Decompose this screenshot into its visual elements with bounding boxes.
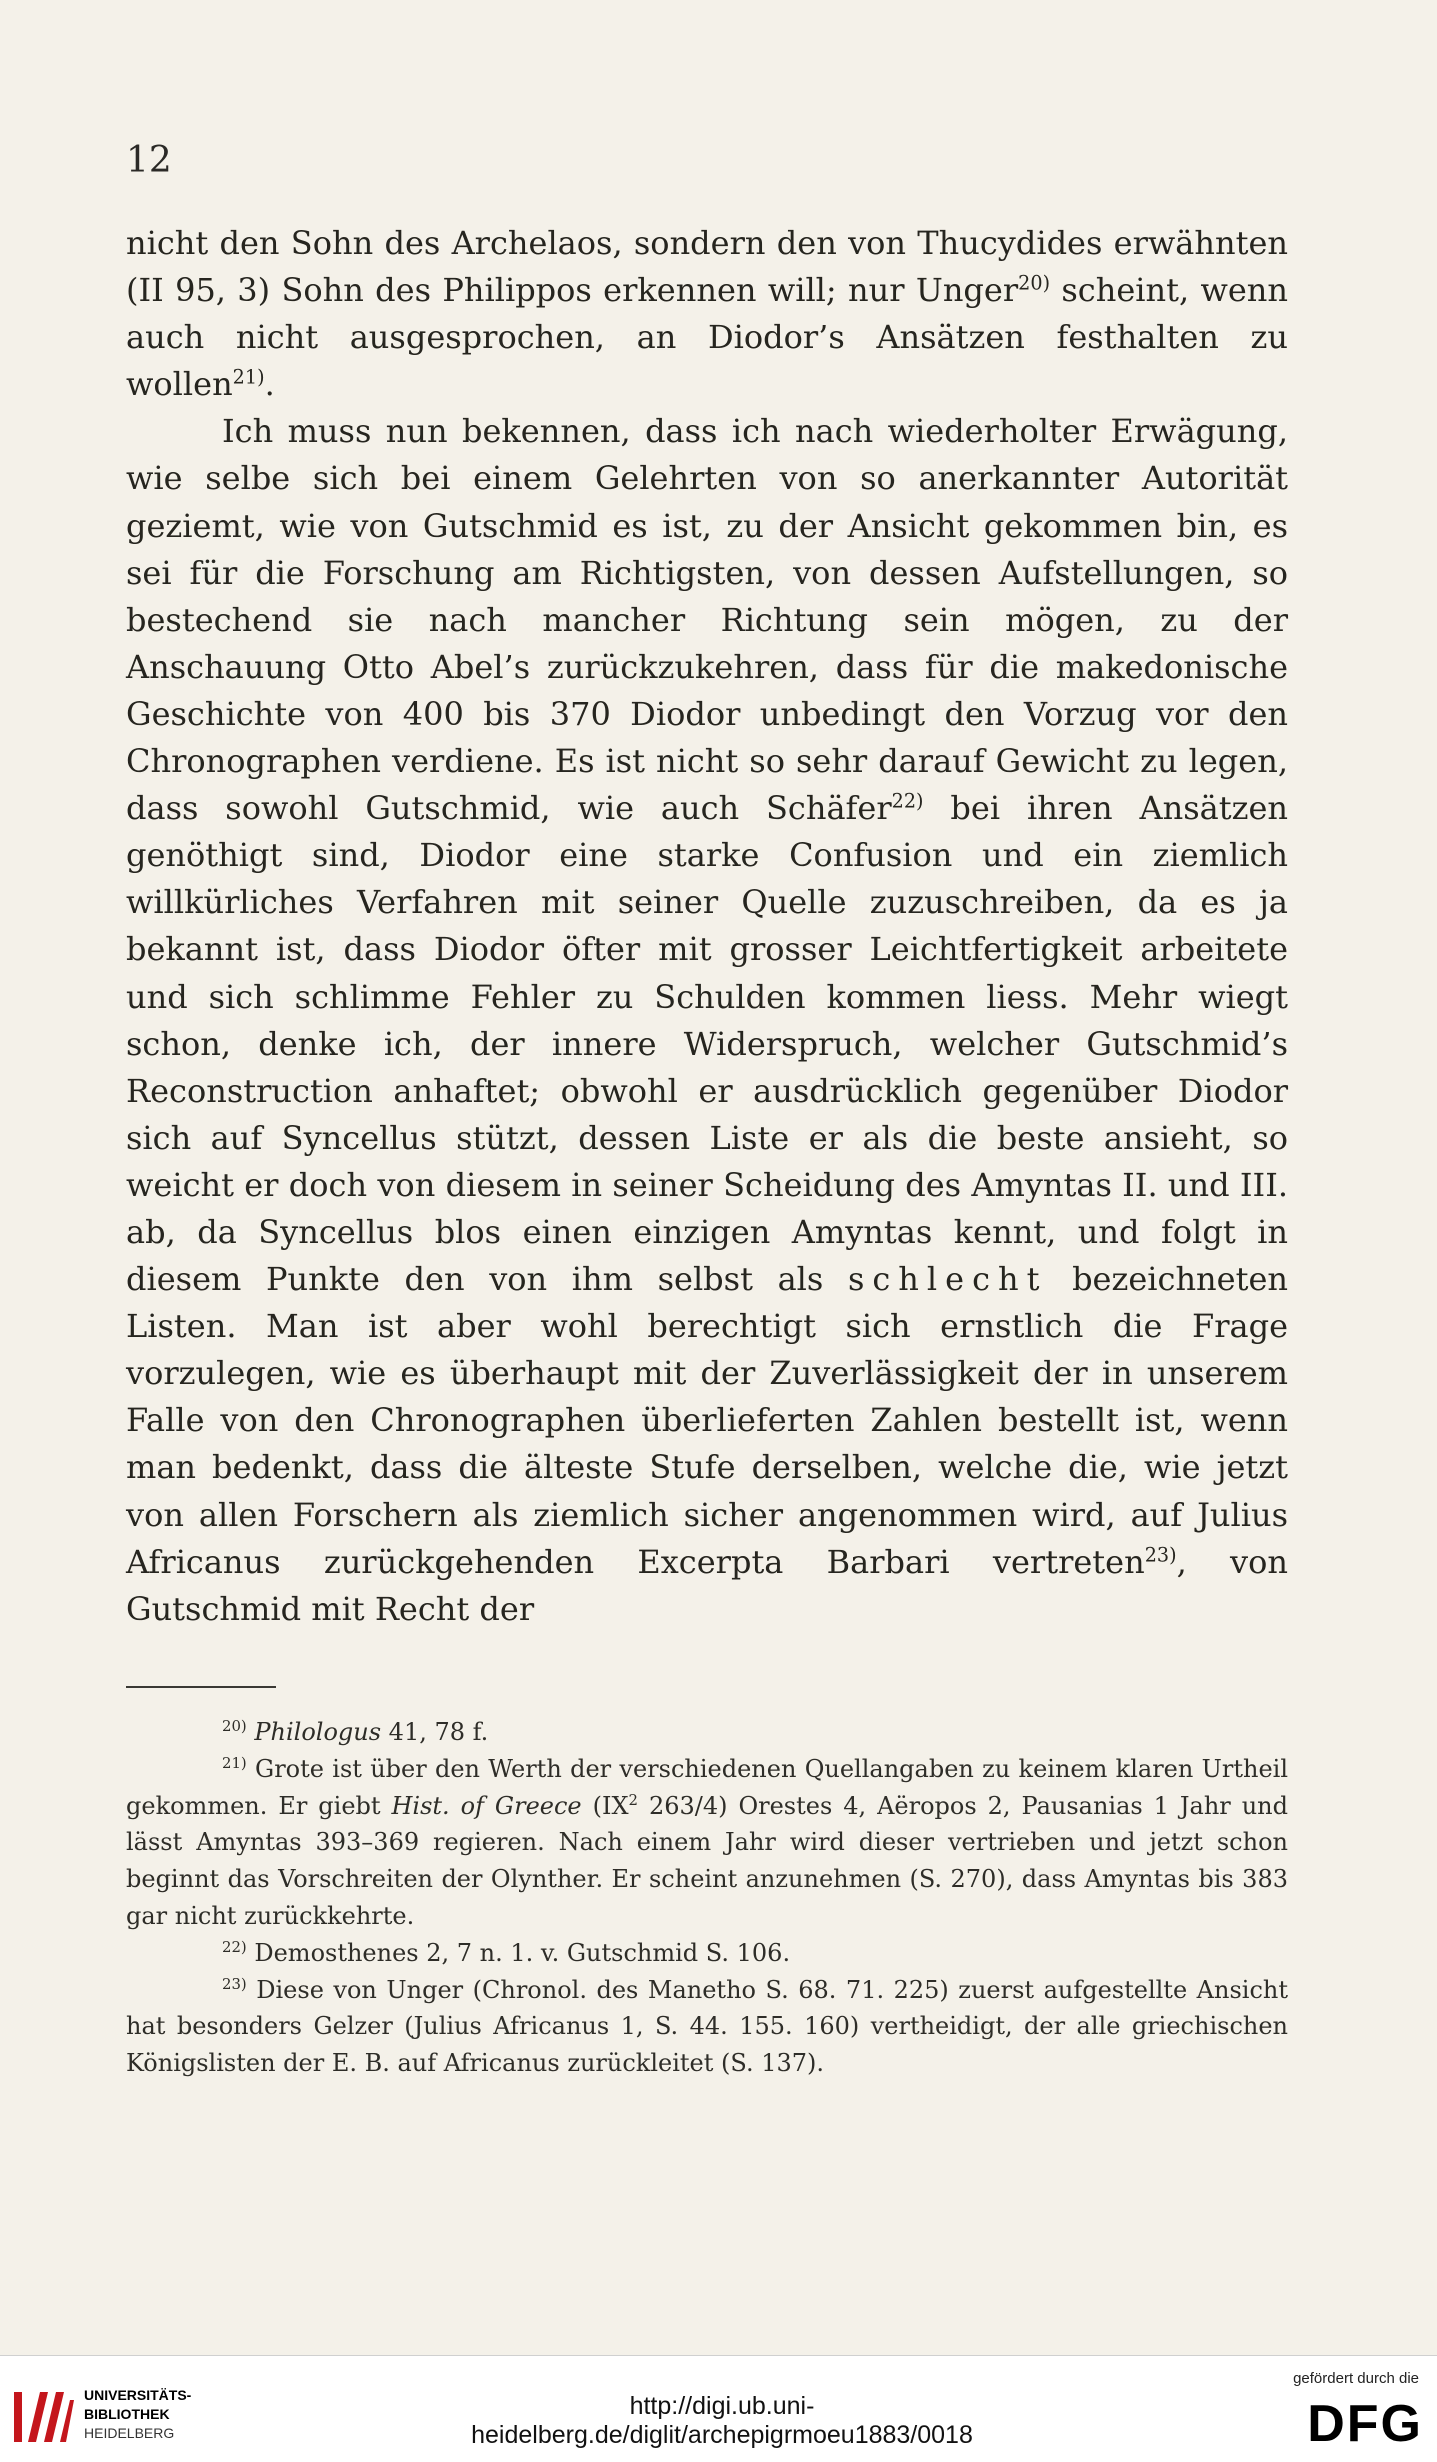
italic-title: Hist. of Greece xyxy=(391,1791,582,1820)
text-run: bei ihren Ansätzen genöthigt sind, Diodor eine starke Confusion und ein ziemlich willkürliches Verfahren mit seiner Quelle zuzuschreiben, da es ja bekannt ist, dass Diodor öfter mit grosser Leichtfertigkeit arbeitete und sich schlimme Fehler zu Schulden kommen liess. Mehr wiegt schon, denke ich, der innere Widerspruch, welcher Gutschmid’s Reconstruction anhaftet; obwohl er ausdrücklich gegenüber Diodor sich auf Syncellus stützt, dessen Liste er als die beste ansieht, so weicht er doch von diesem in seiner Scheidung des Amyntas II. und III. ab, da Syncellus blos einen einzigen Amyntas kennt, und folgt in diesem Punkte den von ihm selbst als xyxy=(126,789,1289,1299)
footnote-mark: 20) xyxy=(222,1717,247,1735)
footnote-text: Demosthenes 2, 7 n. 1. v. Gutschmid S. 106. xyxy=(246,1938,791,1967)
library-name-line: UNIVERSITÄTS- xyxy=(84,2387,192,2403)
permalink-url[interactable]: http://digi.ub.uni-heidelberg.de/diglit/archepigrmoeu1883/0018 xyxy=(471,2392,973,2449)
page-number: 12 xyxy=(126,140,172,181)
text-run: nicht den Sohn des Archelaos, sondern den von Thucydides erwähnten (II 95, 3) Sohn des Philippos erkennen will; nur Unger xyxy=(126,224,1288,310)
dfg-logo[interactable]: DFG xyxy=(1307,2395,1423,2453)
paragraph xyxy=(126,408,1288,1632)
text-run: Ich muss nun bekennen, dass ich nach wiederholter Erwägung, wie selbe sich bei einem Gelehrten von so anerkannter Autorität geziemt, wie von Gutschmid es ist, zu der Ansicht gekommen bin, es sei für die Forschung am Richtigsten, von dessen Aufstellungen, so bestechend sie nach mancher Richtung sein mögen, zu der Anschauung Otto Abel’s zurückzukehren, dass für die makedonische Geschichte von 400 bis 370 Diodor unbedingt den Vorzug vor den Chronographen verdiene. Es ist nicht so sehr darauf Gewicht zu legen, dass sowohl Gutschmid, wie auch Schäfer xyxy=(126,412,1288,828)
footnote-20 xyxy=(126,1714,1288,1751)
footnote-text: Diese von Unger (Chronol. des Manetho S. 68. 71. 225) zuerst aufgestellte Ansicht hat besonders Gelzer (Julius Africanus 1, S. 44. 155. 160) vertheidigt, der alle griechischen Königslisten der E. B. auf Africanus zurückleitet (S. 137). xyxy=(126,1975,1288,2078)
italic-title: Philologus xyxy=(254,1718,382,1746)
viewer-footer xyxy=(0,2355,1437,2462)
logo-slash xyxy=(44,2392,64,2442)
logo-bar xyxy=(14,2392,22,2442)
body-text xyxy=(126,220,1288,1633)
text-run: , von Gutschmid mit Recht der xyxy=(126,1542,1288,1628)
text-run: scheint, wenn auch nicht ausgesprochen, an Diodor’s Ansätzen festhalten zu wollen xyxy=(126,271,1289,404)
footnote-23 xyxy=(126,1972,1288,2082)
university-library-logo-icon[interactable] xyxy=(10,2384,76,2450)
footnote-text: (IX xyxy=(581,1791,629,1820)
funding-label: gefördert durch die xyxy=(1293,2370,1419,2387)
footnotes xyxy=(126,1714,1288,2082)
footnote-mark: 22) xyxy=(222,1937,247,1956)
footnote-text: 41, 78 f. xyxy=(381,1718,489,1746)
superscript: 2 xyxy=(628,1790,638,1809)
footnote-text: Grote ist über den Werth der verschiedenen Quellangaben zu keinem klaren Urtheil gekommen. Er giebt xyxy=(126,1754,1288,1820)
emphasized-word: schlecht xyxy=(847,1260,1048,1299)
footnote-ref-22[interactable]: 22) xyxy=(891,789,924,813)
paragraph xyxy=(126,220,1288,408)
library-name[interactable] xyxy=(84,2386,191,2443)
text-run: . xyxy=(264,365,275,404)
library-name-line: HEIDELBERG xyxy=(84,2425,175,2441)
footnote-mark: 21) xyxy=(222,1753,247,1772)
text-run: bezeichneten Listen. Man ist aber wohl berechtigt sich ernstlich die Frage vorzulegen, wie es überhaupt mit der Zuverlässigkeit der in unserem Falle von den Chronographen überlieferten Zahlen bestellt ist, wenn man bedenkt, dass die älteste Stufe derselben, welche die, wie jetzt von allen Forschern als ziemlich sicher angenommen wird, auf Julius Africanus zurückgehenden Excerpta Barbari vertreten xyxy=(126,1260,1289,1581)
footnote-21 xyxy=(126,1751,1288,1935)
library-name-line: BIBLIOTHEK xyxy=(84,2406,170,2422)
footnote-22 xyxy=(126,1935,1288,1972)
footnote-ref-20[interactable]: 20) xyxy=(1018,271,1051,295)
logo-slash xyxy=(28,2392,48,2442)
logo-slash xyxy=(60,2400,74,2442)
footnote-text: 263/4) Orestes 4, Aëropos 2, Pausanias 1 Jahr und lässt Amyntas 393–369 regieren. Nach einem Jahr wird dieser vertrieben und jetzt schon beginnt das Vorschreiten der Olynther. Er scheint anzunehmen (S. 270), dass Amyntas bis 383 gar nicht zurückkehrte. xyxy=(126,1791,1288,1930)
footnote-mark: 23) xyxy=(222,1974,247,1993)
footnote-ref-23[interactable]: 23) xyxy=(1144,1542,1177,1566)
footnote-divider xyxy=(126,1686,276,1688)
footnote-ref-21[interactable]: 21) xyxy=(232,365,265,389)
